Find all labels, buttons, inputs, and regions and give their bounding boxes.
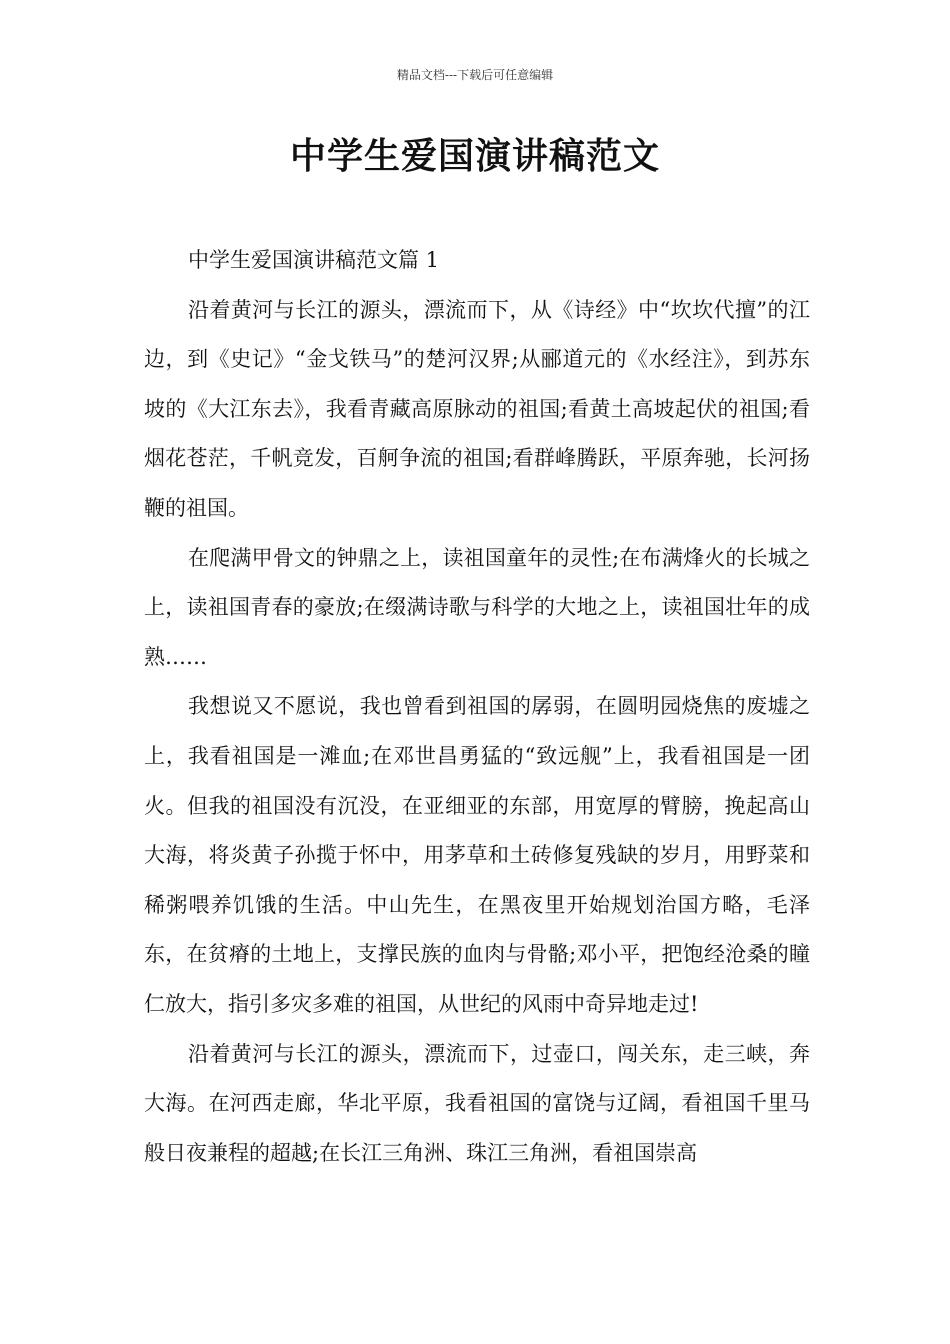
header-note: 精品文档---下载后可任意编辑 bbox=[396, 68, 554, 82]
document-title: 中学生爱国演讲稿范文 bbox=[289, 135, 660, 177]
document-body bbox=[144, 236, 810, 1178]
paragraph-2: 在爬满甲骨文的钟鼎之上，读祖国童年的灵性;在布满烽火的长城之上，读祖国青春的豪放;在缀满诗歌与科学的大地之上，读祖国壮年的成熟…… bbox=[144, 545, 810, 669]
paragraph-4: 沿着黄河与长江的源头，漂流而下，过壶口，闯关东，走三峡，奔大海。在河西走廊，华北平原，我看祖国的富饶与辽阔，看祖国千里马般日夜兼程的超越;在长江三角洲、珠江三角洲，看祖国崇高 bbox=[144, 1041, 810, 1165]
paragraph-1: 沿着黄河与长江的源头，漂流而下，从《诗经》中“坎坎代擅”的江边，到《史记》“金戈铁马”的楚河汉界;从郦道元的《水经注》，到苏东坡的《大江东去》，我看青藏高原脉动的祖国;看黄土高坡起伏的祖国;看烟花苍茫，千帆竞发，百舸争流的祖国;看群峰腾跃，平原奔驰，长河扬鞭的祖国。 bbox=[144, 297, 810, 520]
paragraph-3: 我想说又不愿说，我也曾看到祖国的孱弱，在圆明园烧焦的废墟之上，我看祖国是一滩血;在邓世昌勇猛的“致远舰”上，我看祖国是一团火。但我的祖国没有沉没，在亚细亚的东部，用宽厚的臂膀，挽起高山大海，将炎黄子孙揽于怀中，用茅草和土砖修复残缺的岁月，用野菜和稀粥喂养饥饿的生活。中山先生，在黑夜里开始规划治国方略，毛泽东，在贫瘠的土地上，支撑民族的血肉与骨骼;邓小平，把饱经沧桑的瞳仁放大，指引多灾多难的祖国，从世纪的风雨中奇异地走过! bbox=[144, 694, 810, 1016]
section-heading: 中学生爱国演讲稿范文篇 1 bbox=[188, 248, 440, 272]
